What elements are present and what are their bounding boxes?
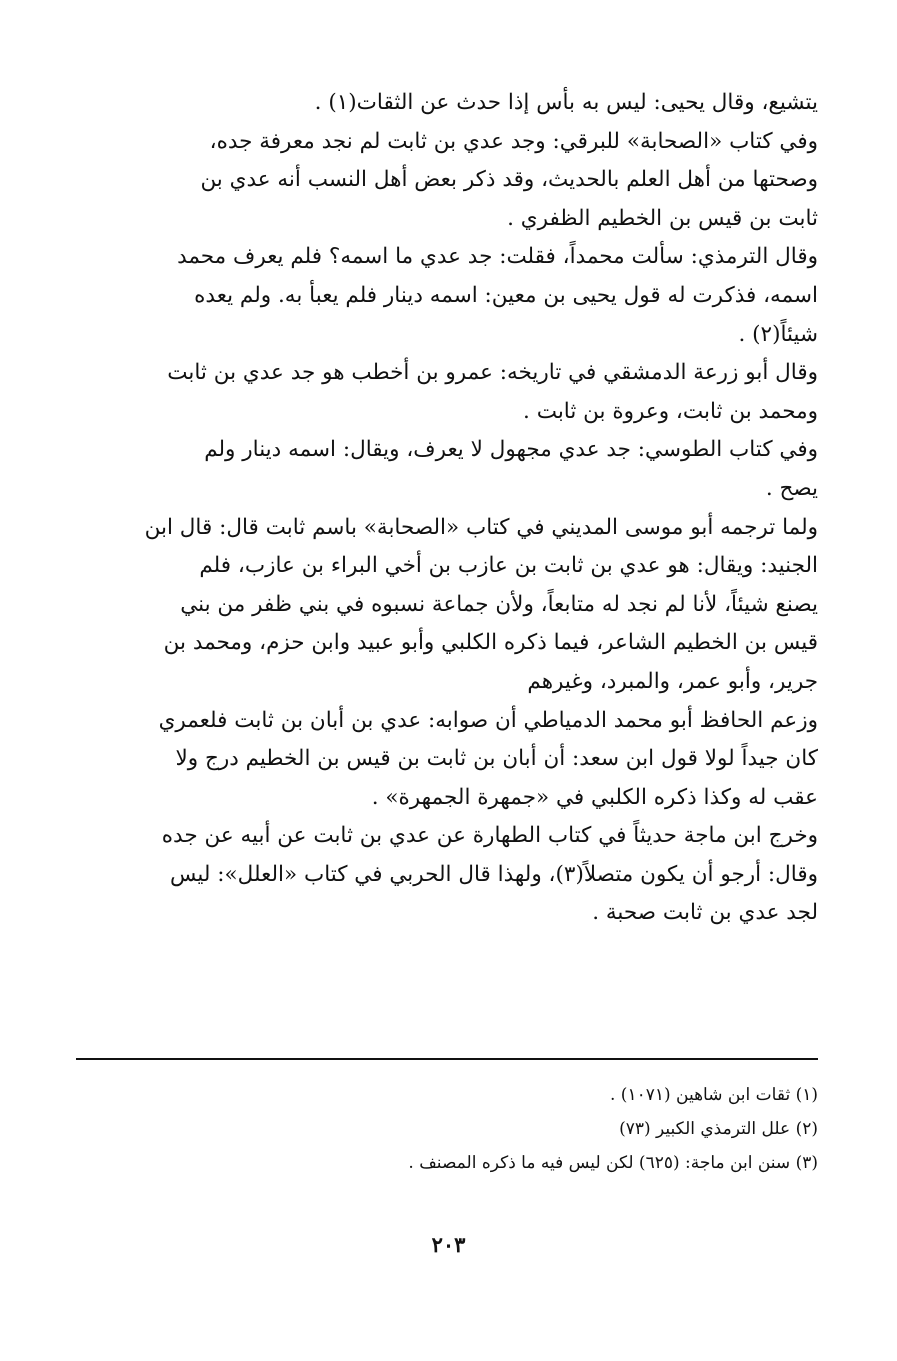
footnote: (٣) سنن ابن ماجة: (٦٢٥) لكن ليس فيه ما ذكره المصنف . [408, 1153, 818, 1173]
text-line: اسمه، فذكرت له قول يحيى بن معين: اسمه دينار فلم يعبأ به. ولم يعده [194, 282, 818, 308]
text-line: وفي كتاب الطوسي: جد عدي مجهول لا يعرف، ويقال: اسمه دينار ولم [204, 437, 818, 463]
text-line: ومحمد بن ثابت، وعروة بن ثابت . [523, 398, 818, 424]
text-line: عقب له وكذا ذكره الكلبي في «جمهرة الجمهرة» . [371, 784, 818, 810]
text-line: وصحتها من أهل العلم بالحديث، وقد ذكر بعض أهل النسب أنه عدي بن [200, 167, 818, 193]
text-line: وزعم الحافظ أبو محمد الدمياطي أن صوابه: عدي بن أبان بن ثابت فلعمري [158, 707, 818, 733]
text-line: وفي كتاب «الصحابة» للبرقي: وجد عدي بن ثابت لم نجد معرفة جده، [209, 128, 818, 154]
text-line: يصح . [765, 475, 818, 501]
text-line: وقال أبو زرعة الدمشقي في تاريخه: عمرو بن أخطب هو جد عدي بن ثابت [167, 360, 818, 386]
text-line: ولما ترجمه أبو موسى المديني في كتاب «الصحابة» باسم ثابت قال: قال ابن [144, 514, 818, 540]
text-line: يصنع شيئاً، لأنا لم نجد له متابعاً، ولأن جماعة نسبوه في بني ظفر من بني [180, 591, 818, 617]
footnote: (٢) علل الترمذي الكبير (٧٣) [619, 1119, 818, 1139]
text-line: وقال: أرجو أن يكون متصلاً(٣)، ولهذا قال الحربي في كتاب «العلل»: ليس [169, 861, 818, 887]
text-line: يتشيع، وقال يحيى: ليس به بأس إذا حدث عن الثقات(١) . [314, 90, 818, 115]
text-line: لجد عدي بن ثابت صحبة . [592, 900, 818, 926]
text-line: الجنيد: ويقال: هو عدي بن ثابت بن عازب بن أخي البراء بن عازب، فلم [199, 553, 818, 579]
text-line: قيس بن الخطيم الشاعر، فيما ذكره الكلبي وأبو عبيد وابن حزم، ومحمد بن [163, 630, 818, 656]
text-line: كان جيداً لولا قول ابن سعد: أن أبان بن ثابت بن قيس بن الخطيم درج ولا [175, 746, 818, 772]
footnote-separator [76, 1058, 818, 1060]
footnotes [100, 1078, 818, 1180]
main-text [100, 84, 818, 933]
text-line: شيئاً(٢) . [738, 321, 818, 347]
text-line: ثابت بن قيس بن الخطيم الظفري . [507, 205, 818, 231]
text-line: جرير، وأبو عمر، والمبرد، وغيرهم [527, 668, 818, 694]
text-line: وخرج ابن ماجة حديثاً في كتاب الطهارة عن عدي بن ثابت عن أبيه عن جده [161, 823, 818, 849]
page-number: ٢٠٣ [431, 1232, 466, 1257]
footnote: (١) ثقات ابن شاهين (١٠٧١) . [609, 1085, 818, 1105]
text-line: وقال الترمذي: سألت محمداً، فقلت: جد عدي ما اسمه؟ فلم يعرف محمد [177, 244, 818, 270]
